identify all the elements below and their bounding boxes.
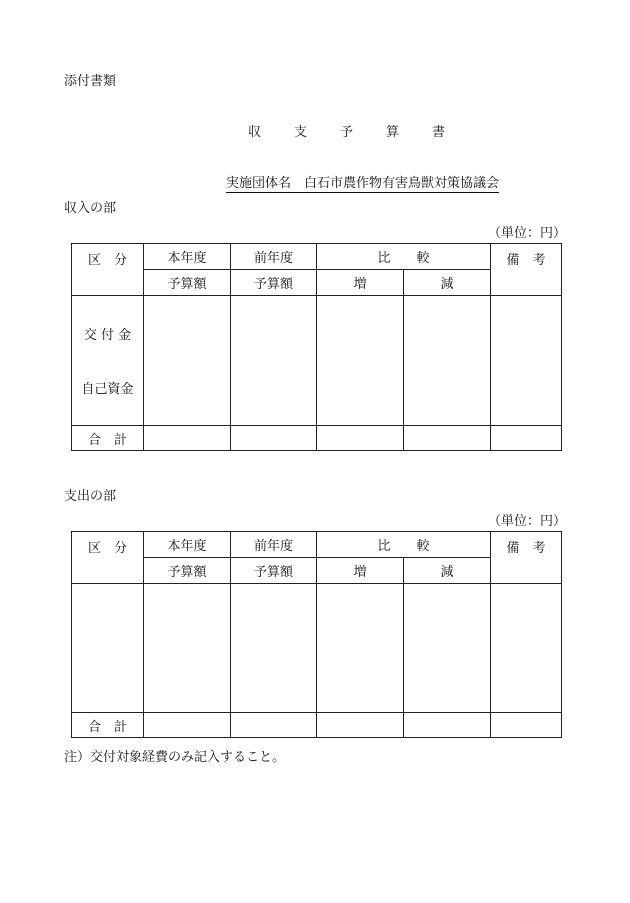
expense-total-label: 合 計 <box>72 713 144 738</box>
income-header-this-year: 本年度 <box>144 244 231 270</box>
income-decrease-cell[interactable] <box>404 296 491 426</box>
expense-header-category: 区 分 <box>72 532 144 584</box>
expense-header-remarks: 備 考 <box>491 532 562 584</box>
expense-header-increase: 増 <box>317 558 404 584</box>
expense-total-last-year[interactable] <box>231 713 317 738</box>
income-total-this-year[interactable] <box>144 426 231 451</box>
expense-header-last-year: 前年度 <box>231 532 317 558</box>
expense-this-year-cell[interactable] <box>144 584 231 713</box>
income-header-remarks: 備 考 <box>491 244 562 296</box>
income-table <box>71 243 562 451</box>
expense-header-comparison: 比 較 <box>317 532 491 558</box>
expense-header-decrease: 減 <box>404 558 491 584</box>
expense-table <box>71 531 562 738</box>
expense-header-last-year-amount: 予算額 <box>231 558 317 584</box>
income-total-increase[interactable] <box>317 426 404 451</box>
income-row-subsidy: 交 付 金 <box>83 327 132 343</box>
income-header-category: 区 分 <box>72 244 144 296</box>
expense-last-year-cell[interactable] <box>231 584 317 713</box>
expense-total-increase[interactable] <box>317 713 404 738</box>
income-total-label: 合 計 <box>72 426 144 451</box>
income-last-year-cell[interactable] <box>231 296 317 426</box>
expense-unit-label: （単位：円） <box>488 514 567 529</box>
income-row-own-funds: 自己資金 <box>81 382 134 398</box>
expense-decrease-cell[interactable] <box>404 584 491 713</box>
income-header-this-year-amount: 予算額 <box>144 270 231 296</box>
income-header-last-year-amount: 予算額 <box>231 270 317 296</box>
income-header-decrease: 減 <box>404 270 491 296</box>
income-increase-cell[interactable] <box>317 296 404 426</box>
income-header-last-year: 前年度 <box>231 244 317 270</box>
income-header-comparison: 比 較 <box>317 244 491 270</box>
expense-total-decrease[interactable] <box>404 713 491 738</box>
expense-remarks-cell[interactable] <box>491 584 562 713</box>
attachment-label: 添付書類 <box>64 74 117 89</box>
income-header-increase: 増 <box>317 270 404 296</box>
footnote: 注）交付対象経費のみ記入すること。 <box>64 750 286 765</box>
expense-header-this-year-amount: 予算額 <box>144 558 231 584</box>
expense-category-cell[interactable] <box>72 584 144 713</box>
income-remarks-cell[interactable] <box>491 296 562 426</box>
income-total-decrease[interactable] <box>404 426 491 451</box>
income-total-remarks[interactable] <box>491 426 562 451</box>
page-title: 収 支 予 算 書 <box>248 125 456 140</box>
income-section-label: 収入の部 <box>64 201 117 216</box>
expense-section-label: 支出の部 <box>64 489 117 504</box>
expense-total-remarks[interactable] <box>491 713 562 738</box>
expense-header-this-year: 本年度 <box>144 532 231 558</box>
expense-increase-cell[interactable] <box>317 584 404 713</box>
income-category-cell <box>72 296 144 426</box>
expense-total-this-year[interactable] <box>144 713 231 738</box>
income-total-last-year[interactable] <box>231 426 317 451</box>
organization-name: 実施団体名 白石市農作物有害鳥獣対策協議会 <box>226 172 499 193</box>
income-this-year-cell[interactable] <box>144 296 231 426</box>
income-unit-label: （単位：円） <box>488 226 567 241</box>
